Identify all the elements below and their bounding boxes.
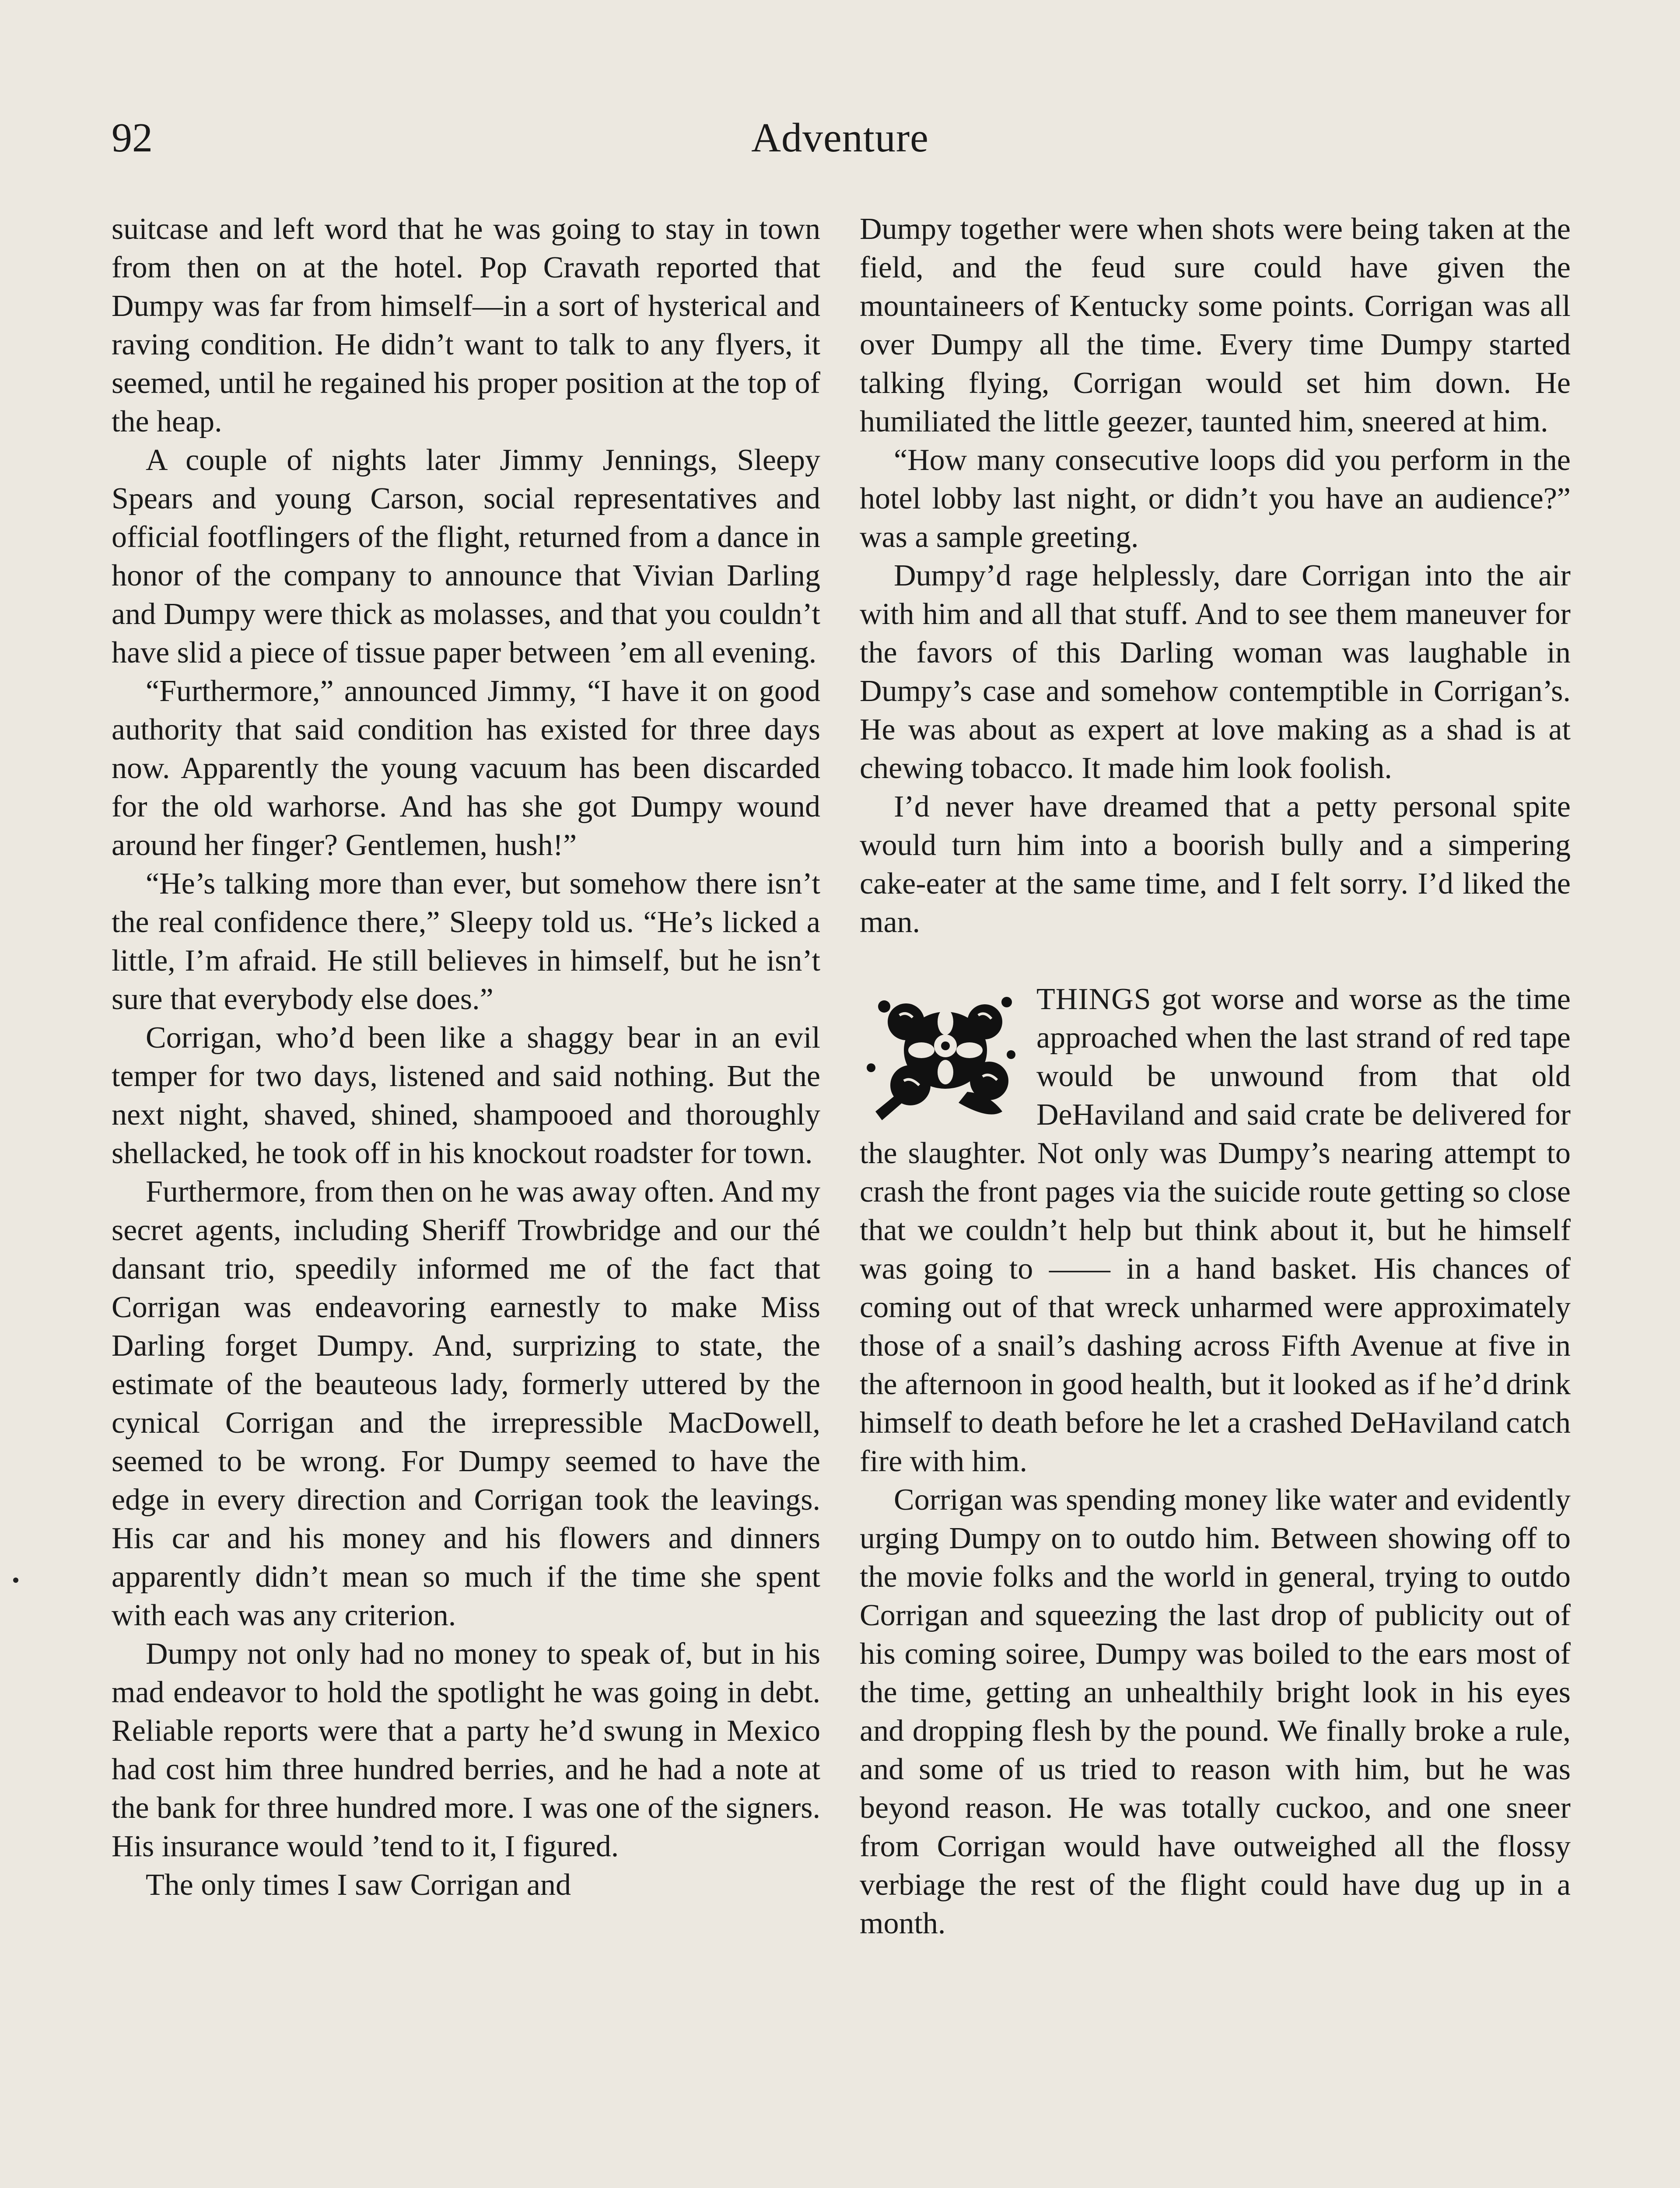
paragraph: Corrigan was spending money like water and evidently urging Dumpy on to outdo him. Between showing off to the movie folks and the world in general, trying to outdo Corrigan and squeezing the last drop of publicity out of his coming soiree, Dumpy was boiled to the ears most of the time, getting an unhealthily bright look in his eyes and dropping flesh by the pound. We finally broke a rule, and some of us tried to reason with him, but he was beyond reason. He was totally cuckoo, and one sneer from Corrigan would have outweighed all the flossy verbiage the rest of the flight could have dug up in a month. <box>860 1483 1571 1940</box>
right-column <box>860 210 1571 2188</box>
paragraph: “How many consecutive loops did you perform in the hotel lobby last night, or didn’t you have an audience?” was a sample greeting. <box>860 443 1571 554</box>
paragraph: Dumpy together were when shots were being taken at the field, and the feud sure could have given the mountaineers of Kentucky some points. Corrigan was all over Dumpy all the time. Every time Dumpy started talking flying, Corrigan would set him down. He humiliated the little geezer, taunted him, sneered at him. <box>860 212 1571 438</box>
paragraph: Dumpy’d rage helplessly, dare Corrigan into the air with him and all that stuff. And to see them maneuver for the favors of this Darling woman was laughable in Dumpy’s case and somehow contemptible in Corrigan’s. He was about as expert at love making as a shad is at chewing tobacco. It made him look foolish. <box>860 559 1571 785</box>
paragraph: “Furthermore,” announced Jimmy, “I have it on good authority that said condition has existed for three days now. Apparently the young vacuum has been discarded for the old warhorse. And has she got Dumpy wound around her finger? Gentlemen, hush!” <box>112 674 820 862</box>
paragraph: The only times I saw Corrigan and <box>146 1868 571 1902</box>
paragraph: Dumpy not only had no money to speak of, but in his mad endeavor to hold the spotlight he was going in debt. Reliable reports were that a party he’d swung in Mexico had cost him three hundred berries, and he had a note at the bank for three hundred more. I was one of the signers. His insurance would ’tend to it, I figured. <box>112 1637 820 1863</box>
running-title: Adventure <box>751 115 929 161</box>
section-break <box>860 942 1571 980</box>
paragraph: suitcase and left word that he was going to stay in town from then on at the hotel. Pop Cravath reported that Dumpy was far from himself—in a sort of hysterical and raving condition. He didn’t want to talk to any flyers, it seemed, until he regained his proper position at the top of the heap. <box>112 212 820 438</box>
paragraph: “He’s talking more than ever, but somehow there isn’t the real confidence there,” Sleepy told us. “He’s licked a little, I’m afraid. He still believes in himself, but he isn’t sure that everybody else does.” <box>112 867 820 1016</box>
paragraph: Furthermore, from then on he was away often. And my secret agents, including Sheriff Trowbridge and our thé dansant trio, speedily informed me of the fact that Corrigan was endeavoring earnestly to make Miss Darling forget Dumpy. And, surprizing to state, the estimate of the beauteous lady, formerly uttered by the cynical Corrigan and the irrepressible MacDowell, seemed to be wrong. For Dumpy seemed to have the edge in every direction and Corrigan took the leavings. His car and his money and his flowers and dinners apparently didn’t mean so much if the time she spent with each was any criterion. <box>112 1175 820 1632</box>
section-lead-word: THINGS <box>1036 982 1152 1016</box>
page-number: 92 <box>112 115 153 161</box>
paragraph: I’d never have dreamed that a petty personal spite would turn him into a boorish bully and a simpering cake-eater at the same time, and I felt sorry. I’d liked the man. <box>860 790 1571 939</box>
paragraph: Corrigan, who’d been like a shaggy bear in an evil temper for two days, listened and said nothing. But the next night, shaved, shined, shampooed and thoroughly shellacked, he took off in his knockout roadster for town. <box>112 1021 820 1170</box>
left-column <box>112 210 820 2188</box>
flower-ornament-icon <box>860 980 1024 1134</box>
section-opening-text: got worse and worse as the time approached when the last strand of red tape would be unwound from that old DeHaviland and said crate be delivered for the slaughter. Not only was Dumpy’s nearing attempt to crash the front pages via the suicide route getting so close that we couldn’t help but think about it, but he himself was going to —— in a hand basket. His chances of coming out of that wreck unharmed were approximately those of a snail’s dashing across Fifth Avenue at five in the afternoon in good health, but it looked as if he’d drink himself to death before he let a crashed DeHaviland catch fire with him. <box>860 982 1571 1478</box>
section-opening-paragraph <box>860 980 1571 1481</box>
page-header <box>112 112 1568 173</box>
print-speck <box>13 1578 18 1583</box>
paragraph: A couple of nights later Jimmy Jennings, Sleepy Spears and young Carson, social representatives and official footflingers of the flight, returned from a dance in honor of the company to announce that Vivian Darling and Dumpy were thick as molasses, and that you couldn’t have slid a piece of tissue paper between ’em all evening. <box>112 443 820 670</box>
